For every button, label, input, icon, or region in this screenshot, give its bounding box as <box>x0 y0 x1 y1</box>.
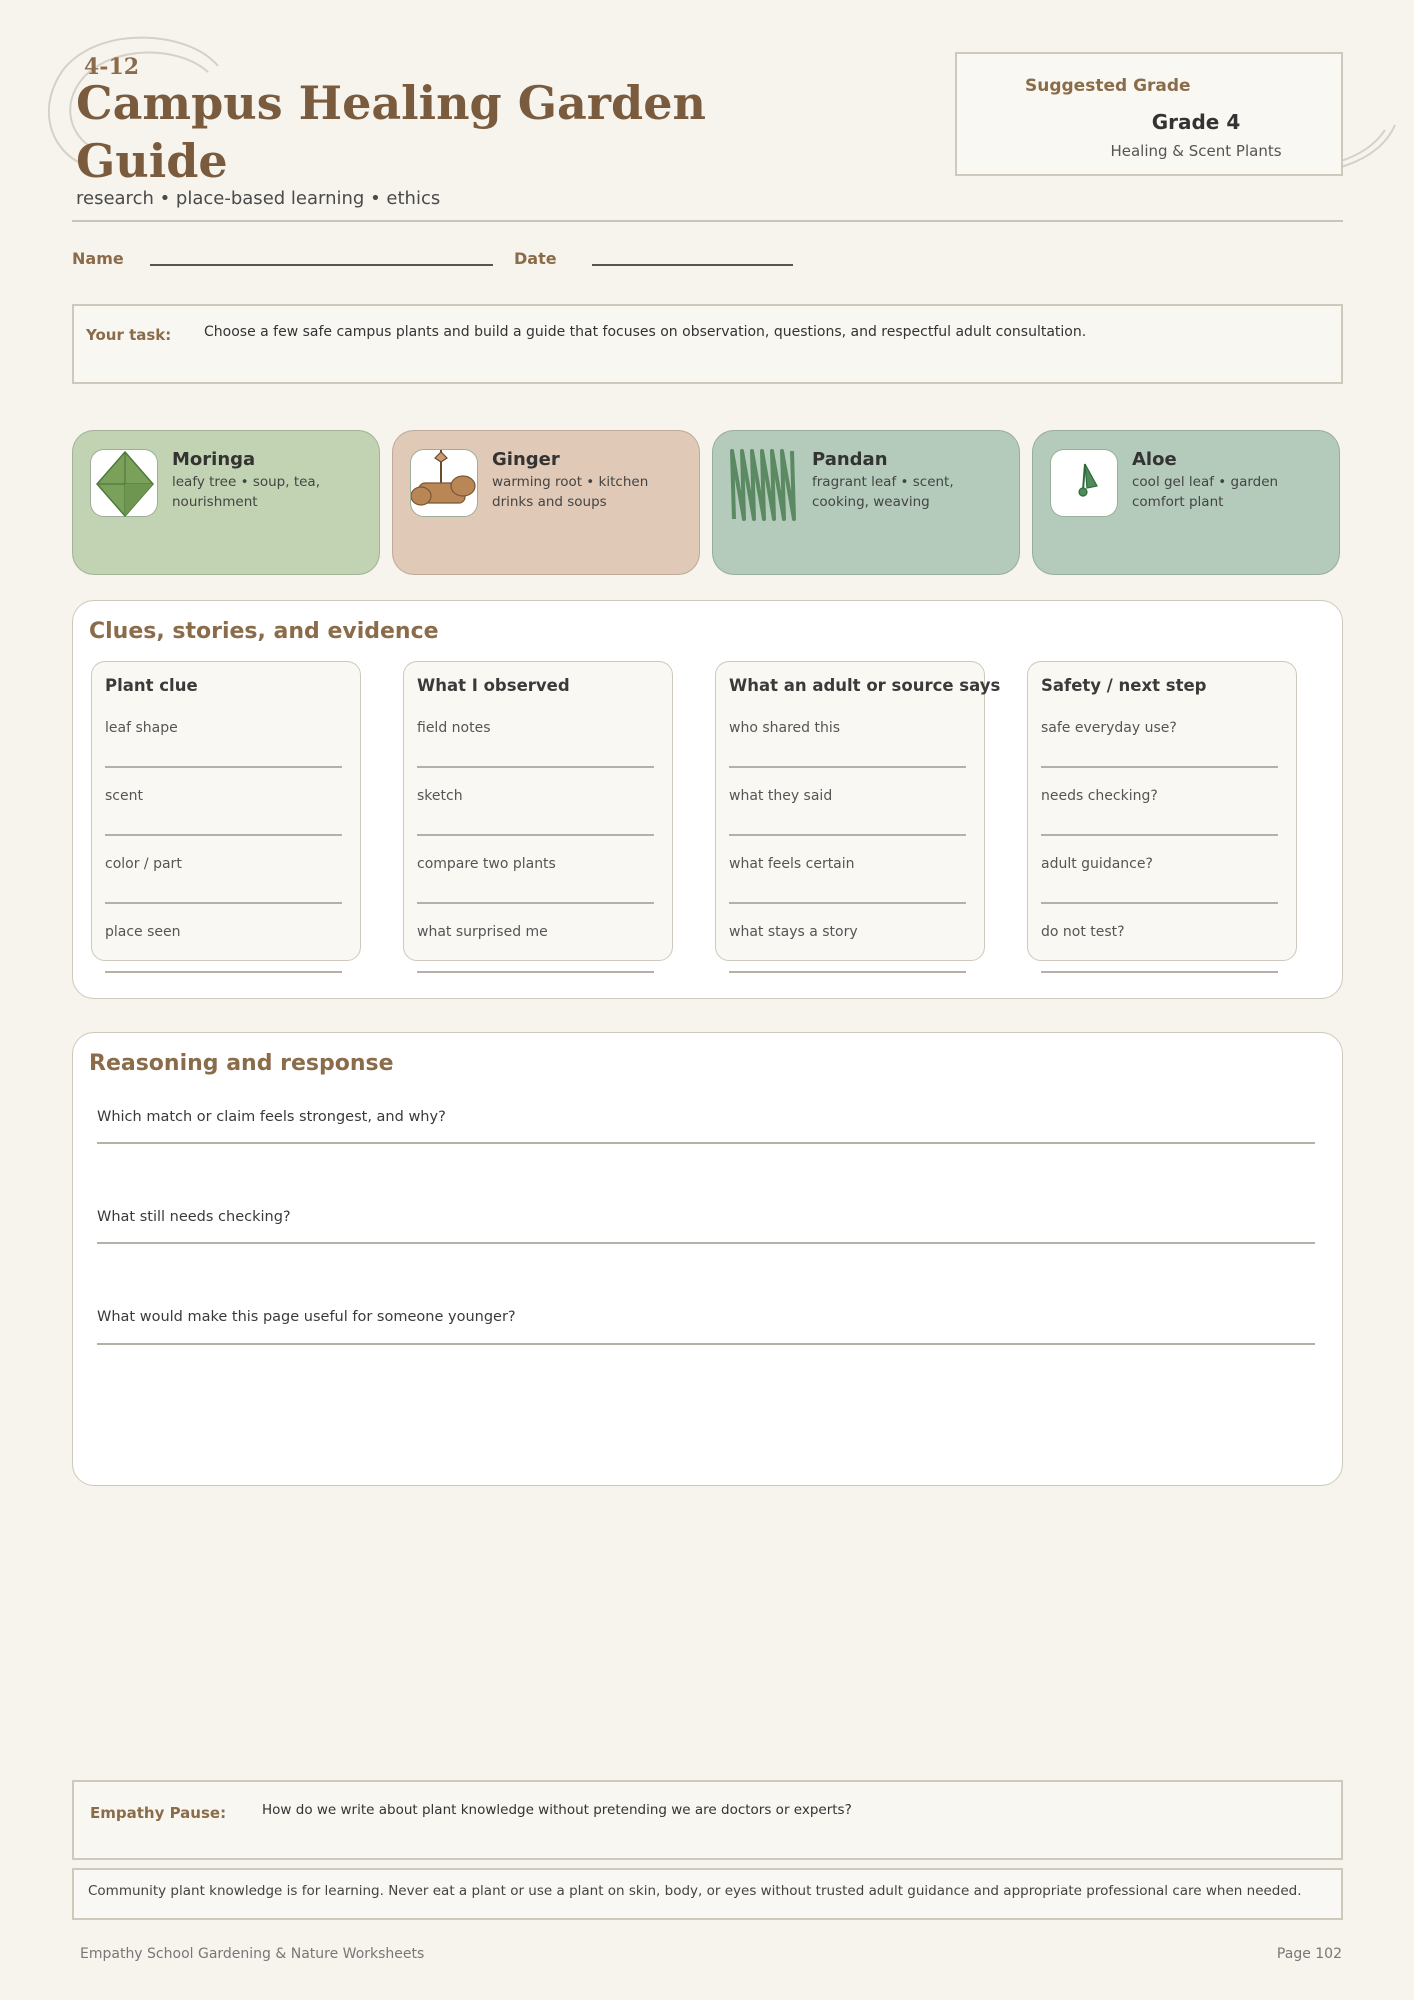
writing-line[interactable] <box>1041 834 1278 836</box>
grade-range: 4-12 <box>84 54 140 80</box>
column-heading: What I observed <box>417 676 570 695</box>
suggested-grade-label: Suggested Grade <box>1025 76 1191 96</box>
header-divider <box>72 220 1343 222</box>
writing-line[interactable] <box>729 834 966 836</box>
plant-name: Moringa <box>172 449 256 470</box>
reasoning-title: Reasoning and response <box>89 1051 394 1076</box>
plant-description: fragrant leaf • scent, cooking, weaving <box>812 474 954 510</box>
column-heading: Safety / next step <box>1041 676 1207 695</box>
plant-name: Ginger <box>492 449 560 470</box>
writing-line[interactable] <box>729 902 966 904</box>
plant-name: Pandan <box>812 449 888 470</box>
plant-card-aloe <box>1032 430 1340 575</box>
plant-name: Aloe <box>1132 449 1177 470</box>
empathy-label: Empathy Pause: <box>90 1804 227 1822</box>
page-number: Page 102 <box>1276 1946 1342 1962</box>
plant-description: warming root • kitchen drinks and soups <box>492 474 649 510</box>
writing-line[interactable] <box>417 766 654 768</box>
plant-description: cool gel leaf • garden comfort plant <box>1132 474 1279 510</box>
empathy-pause-box <box>72 1780 1343 1860</box>
reasoning-panel <box>72 1032 1343 1486</box>
prompt-label: what feels certain <box>729 856 855 872</box>
prompt-label: sketch <box>417 788 463 804</box>
prompt-label: adult guidance? <box>1041 856 1153 872</box>
clue-column-adult-source <box>715 661 1001 961</box>
prompt-label: do not test? <box>1041 924 1125 940</box>
name-field[interactable] <box>150 264 493 266</box>
prompt-label: color / part <box>105 856 182 872</box>
prompt-label: what surprised me <box>417 924 548 940</box>
clue-column-safety <box>1027 661 1297 961</box>
prompt-label: leaf shape <box>105 720 178 736</box>
page-subtitle: research • place-based learning • ethics <box>76 188 441 209</box>
prompt-label: what stays a story <box>729 924 858 940</box>
task-label: Your task: <box>86 326 172 344</box>
date-field[interactable] <box>592 264 793 266</box>
disclaimer-text: Community plant knowledge is for learning. Never eat a plant or use a plant on skin, body, or eyes without trusted adult guidance and appropriate professional care when needed. <box>88 1883 1302 1899</box>
pandan-leaves-icon <box>730 449 798 517</box>
grade-topic: Healing & Scent Plants <box>1110 142 1282 160</box>
empathy-text: How do we write about plant knowledge without pretending we are doctors or experts? <box>262 1802 852 1818</box>
writing-line[interactable] <box>105 766 342 768</box>
prompt-label: compare two plants <box>417 856 556 872</box>
clue-column-observed <box>403 661 673 961</box>
prompt-label: place seen <box>105 924 181 940</box>
prompt-label: scent <box>105 788 143 804</box>
writing-line[interactable] <box>729 971 966 973</box>
leaf-icon <box>90 449 158 517</box>
plant-card-pandan <box>712 430 1020 575</box>
prompt-label: safe everyday use? <box>1041 720 1177 736</box>
question-text: Which match or claim feels strongest, and why? <box>97 1109 446 1125</box>
answer-line[interactable] <box>97 1343 1315 1345</box>
page-title: Campus Healing Garden Guide <box>76 76 706 188</box>
task-text: Choose a few safe campus plants and build a guide that focuses on observation, questions, and respectful adult consultation. <box>204 324 1087 340</box>
clue-column-plant-clue <box>91 661 361 961</box>
question-text: What still needs checking? <box>97 1209 291 1225</box>
column-heading: What an adult or source says <box>729 676 1001 695</box>
writing-line[interactable] <box>105 902 342 904</box>
plant-description: leafy tree • soup, tea, nourishment <box>172 474 320 510</box>
date-label: Date <box>514 249 557 268</box>
ginger-root-icon <box>410 449 478 517</box>
writing-line[interactable] <box>417 902 654 904</box>
grade-value: Grade 4 <box>1151 110 1241 134</box>
answer-line[interactable] <box>97 1242 1315 1244</box>
suggested-grade-box <box>955 52 1343 176</box>
writing-line[interactable] <box>417 971 654 973</box>
writing-line[interactable] <box>729 766 966 768</box>
column-heading: Plant clue <box>105 676 198 695</box>
writing-line[interactable] <box>417 834 654 836</box>
name-label: Name <box>72 249 124 268</box>
clues-panel <box>72 600 1343 999</box>
writing-line[interactable] <box>1041 971 1278 973</box>
plant-card-ginger <box>392 430 700 575</box>
writing-line[interactable] <box>1041 766 1278 768</box>
footer-series: Empathy School Gardening & Nature Worksheets <box>80 1946 425 1962</box>
plant-card-moringa <box>72 430 380 575</box>
prompt-label: what they said <box>729 788 833 804</box>
prompt-label: who shared this <box>729 720 841 736</box>
aloe-icon <box>1050 449 1118 517</box>
writing-line[interactable] <box>105 971 342 973</box>
prompt-label: needs checking? <box>1041 788 1158 804</box>
clues-title: Clues, stories, and evidence <box>89 619 439 644</box>
writing-line[interactable] <box>105 834 342 836</box>
answer-line[interactable] <box>97 1142 1315 1144</box>
prompt-label: field notes <box>417 720 491 736</box>
safety-disclaimer <box>72 1868 1343 1920</box>
task-box <box>72 304 1343 384</box>
writing-line[interactable] <box>1041 902 1278 904</box>
question-text: What would make this page useful for someone younger? <box>97 1309 516 1325</box>
